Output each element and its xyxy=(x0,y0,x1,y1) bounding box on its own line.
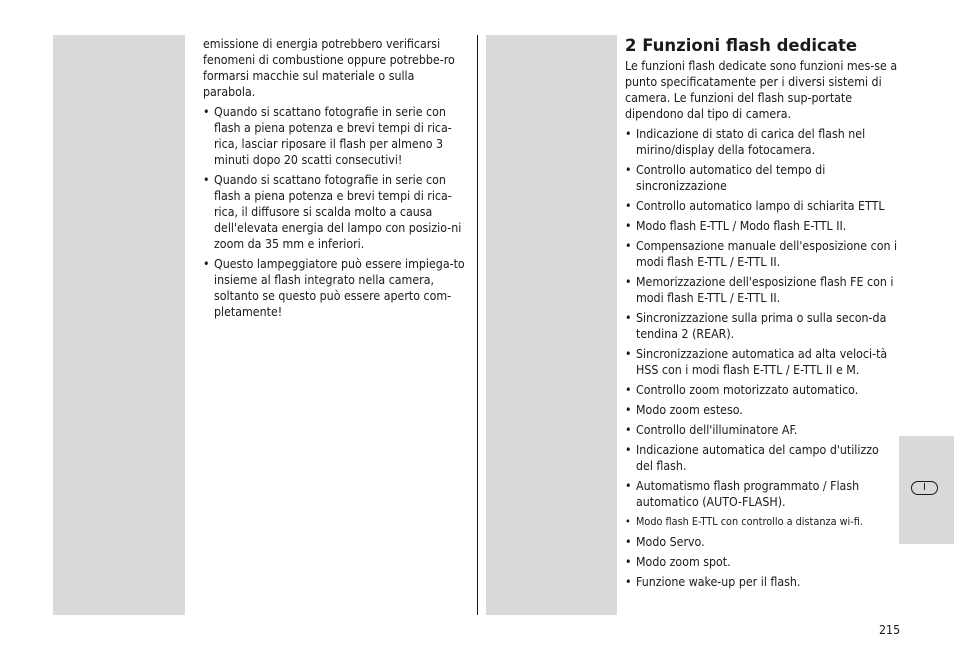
list-item xyxy=(625,126,899,158)
bullet-icon: • xyxy=(203,257,210,271)
list-item-text: Quando si scattano fotografie in serie con flash a piena potenza e brevi tempi di rica-rica, il diffusore si scalda molto a causa dell'elevata energia del lampo con posizio-ni zoom da 35 mm e inferiori. xyxy=(214,173,462,251)
list-item-text: Controllo dell'illuminatore AF. xyxy=(636,423,798,437)
list-item-text: Controllo automatico lampo di schiarita ETTL xyxy=(636,199,885,213)
list-item-text: Controllo automatico del tempo di sincronizzazione xyxy=(636,163,826,193)
right-text-column xyxy=(625,35,899,590)
left-bullet-list xyxy=(203,104,467,320)
list-item xyxy=(203,172,467,252)
features-bullet-list xyxy=(625,126,899,590)
continuation-paragraph: emissione di energia potrebbero verificarsi fenomeni di combustione oppure potrebbe-ro formarsi macchie sul materiale o sulla parabola. xyxy=(203,37,455,99)
list-item-text: Questo lampeggiatore può essere impiega-to insieme al flash integrato nella camera, soltanto se questo può essere aperto com-pletamente! xyxy=(214,257,465,319)
language-tab xyxy=(899,436,954,544)
list-item xyxy=(625,346,899,378)
list-item xyxy=(625,162,899,194)
list-item xyxy=(625,238,899,270)
list-item-text: Controllo zoom motorizzato automatico. xyxy=(636,383,859,397)
list-item-text: Modo zoom esteso. xyxy=(636,403,743,417)
bullet-icon: • xyxy=(625,127,632,141)
list-item xyxy=(625,274,899,306)
page-number: 215 xyxy=(879,623,901,637)
list-item-text: Sincronizzazione automatica ad alta veloci-tà HSS con i modi flash E-TTL / E-TTL II e M. xyxy=(636,347,888,377)
bullet-icon: • xyxy=(625,575,632,589)
bullet-icon: • xyxy=(625,423,632,437)
list-item-text: Funzione wake-up per il flash. xyxy=(636,575,801,589)
list-item-text: Modo Servo. xyxy=(636,535,705,549)
list-item-text: Automatismo flash programmato / Flash automatico (AUTO-FLASH). xyxy=(636,479,860,509)
left-text-column xyxy=(203,36,467,320)
bullet-icon: • xyxy=(625,383,632,397)
list-item xyxy=(625,198,899,214)
bullet-icon: • xyxy=(625,275,632,289)
list-item xyxy=(625,442,899,474)
bullet-icon: • xyxy=(625,311,632,325)
column-divider-line xyxy=(477,35,478,615)
bullet-icon: • xyxy=(625,219,632,233)
list-item xyxy=(625,574,899,590)
center-margin-panel xyxy=(486,35,617,615)
left-margin-panel xyxy=(53,35,185,615)
list-item xyxy=(625,554,899,570)
list-item-text: Modo flash E-TTL con controllo a distanza wi-fi. xyxy=(636,515,863,528)
list-item-text: Sincronizzazione sulla prima o sulla secon-da tendina 2 (REAR). xyxy=(636,311,887,341)
intro-paragraph: Le funzioni flash dedicate sono funzioni mes-se a punto specificatamente per i diversi sistemi di camera. Le funzioni del flash sup-portate dipendono dal tipo di camera. xyxy=(625,59,898,121)
list-item xyxy=(625,310,899,342)
section-heading: 2 Funzioni flash dedicate xyxy=(625,36,858,55)
bullet-icon: • xyxy=(203,105,210,119)
bullet-icon: • xyxy=(625,555,632,569)
language-indicator: I xyxy=(911,481,938,495)
bullet-icon: • xyxy=(625,403,632,417)
bullet-icon: • xyxy=(203,173,210,187)
list-item-text: Indicazione di stato di carica del flash nel mirino/display della fotocamera. xyxy=(636,127,866,157)
list-item xyxy=(625,218,899,234)
list-item xyxy=(625,534,899,550)
bullet-icon: • xyxy=(625,479,632,493)
list-item-text: Modo zoom spot. xyxy=(636,555,731,569)
list-item xyxy=(625,514,899,530)
list-item-text: Indicazione automatica del campo d'utilizzo del flash. xyxy=(636,443,879,473)
bullet-icon: • xyxy=(625,515,631,528)
list-item-text: Modo flash E-TTL / Modo flash E-TTL II. xyxy=(636,219,847,233)
list-item-text: Compensazione manuale dell'esposizione con i modi flash E-TTL / E-TTL II. xyxy=(636,239,898,269)
bullet-icon: • xyxy=(625,199,632,213)
list-item xyxy=(625,382,899,398)
list-item xyxy=(625,402,899,418)
bullet-icon: • xyxy=(625,535,632,549)
list-item xyxy=(625,478,899,510)
list-item-text: Memorizzazione dell'esposizione flash FE con i modi flash E-TTL / E-TTL II. xyxy=(636,275,894,305)
bullet-icon: • xyxy=(625,163,632,177)
bullet-icon: • xyxy=(625,347,632,361)
list-item xyxy=(203,256,467,320)
list-item xyxy=(625,422,899,438)
list-item xyxy=(203,104,467,168)
list-item-text: Quando si scattano fotografie in serie con flash a piena potenza e brevi tempi di rica-rica, lasciar riposare il flash per almeno 3 minuti dopo 20 scatti consecutivi! xyxy=(214,105,452,167)
bullet-icon: • xyxy=(625,443,632,457)
bullet-icon: • xyxy=(625,239,632,253)
